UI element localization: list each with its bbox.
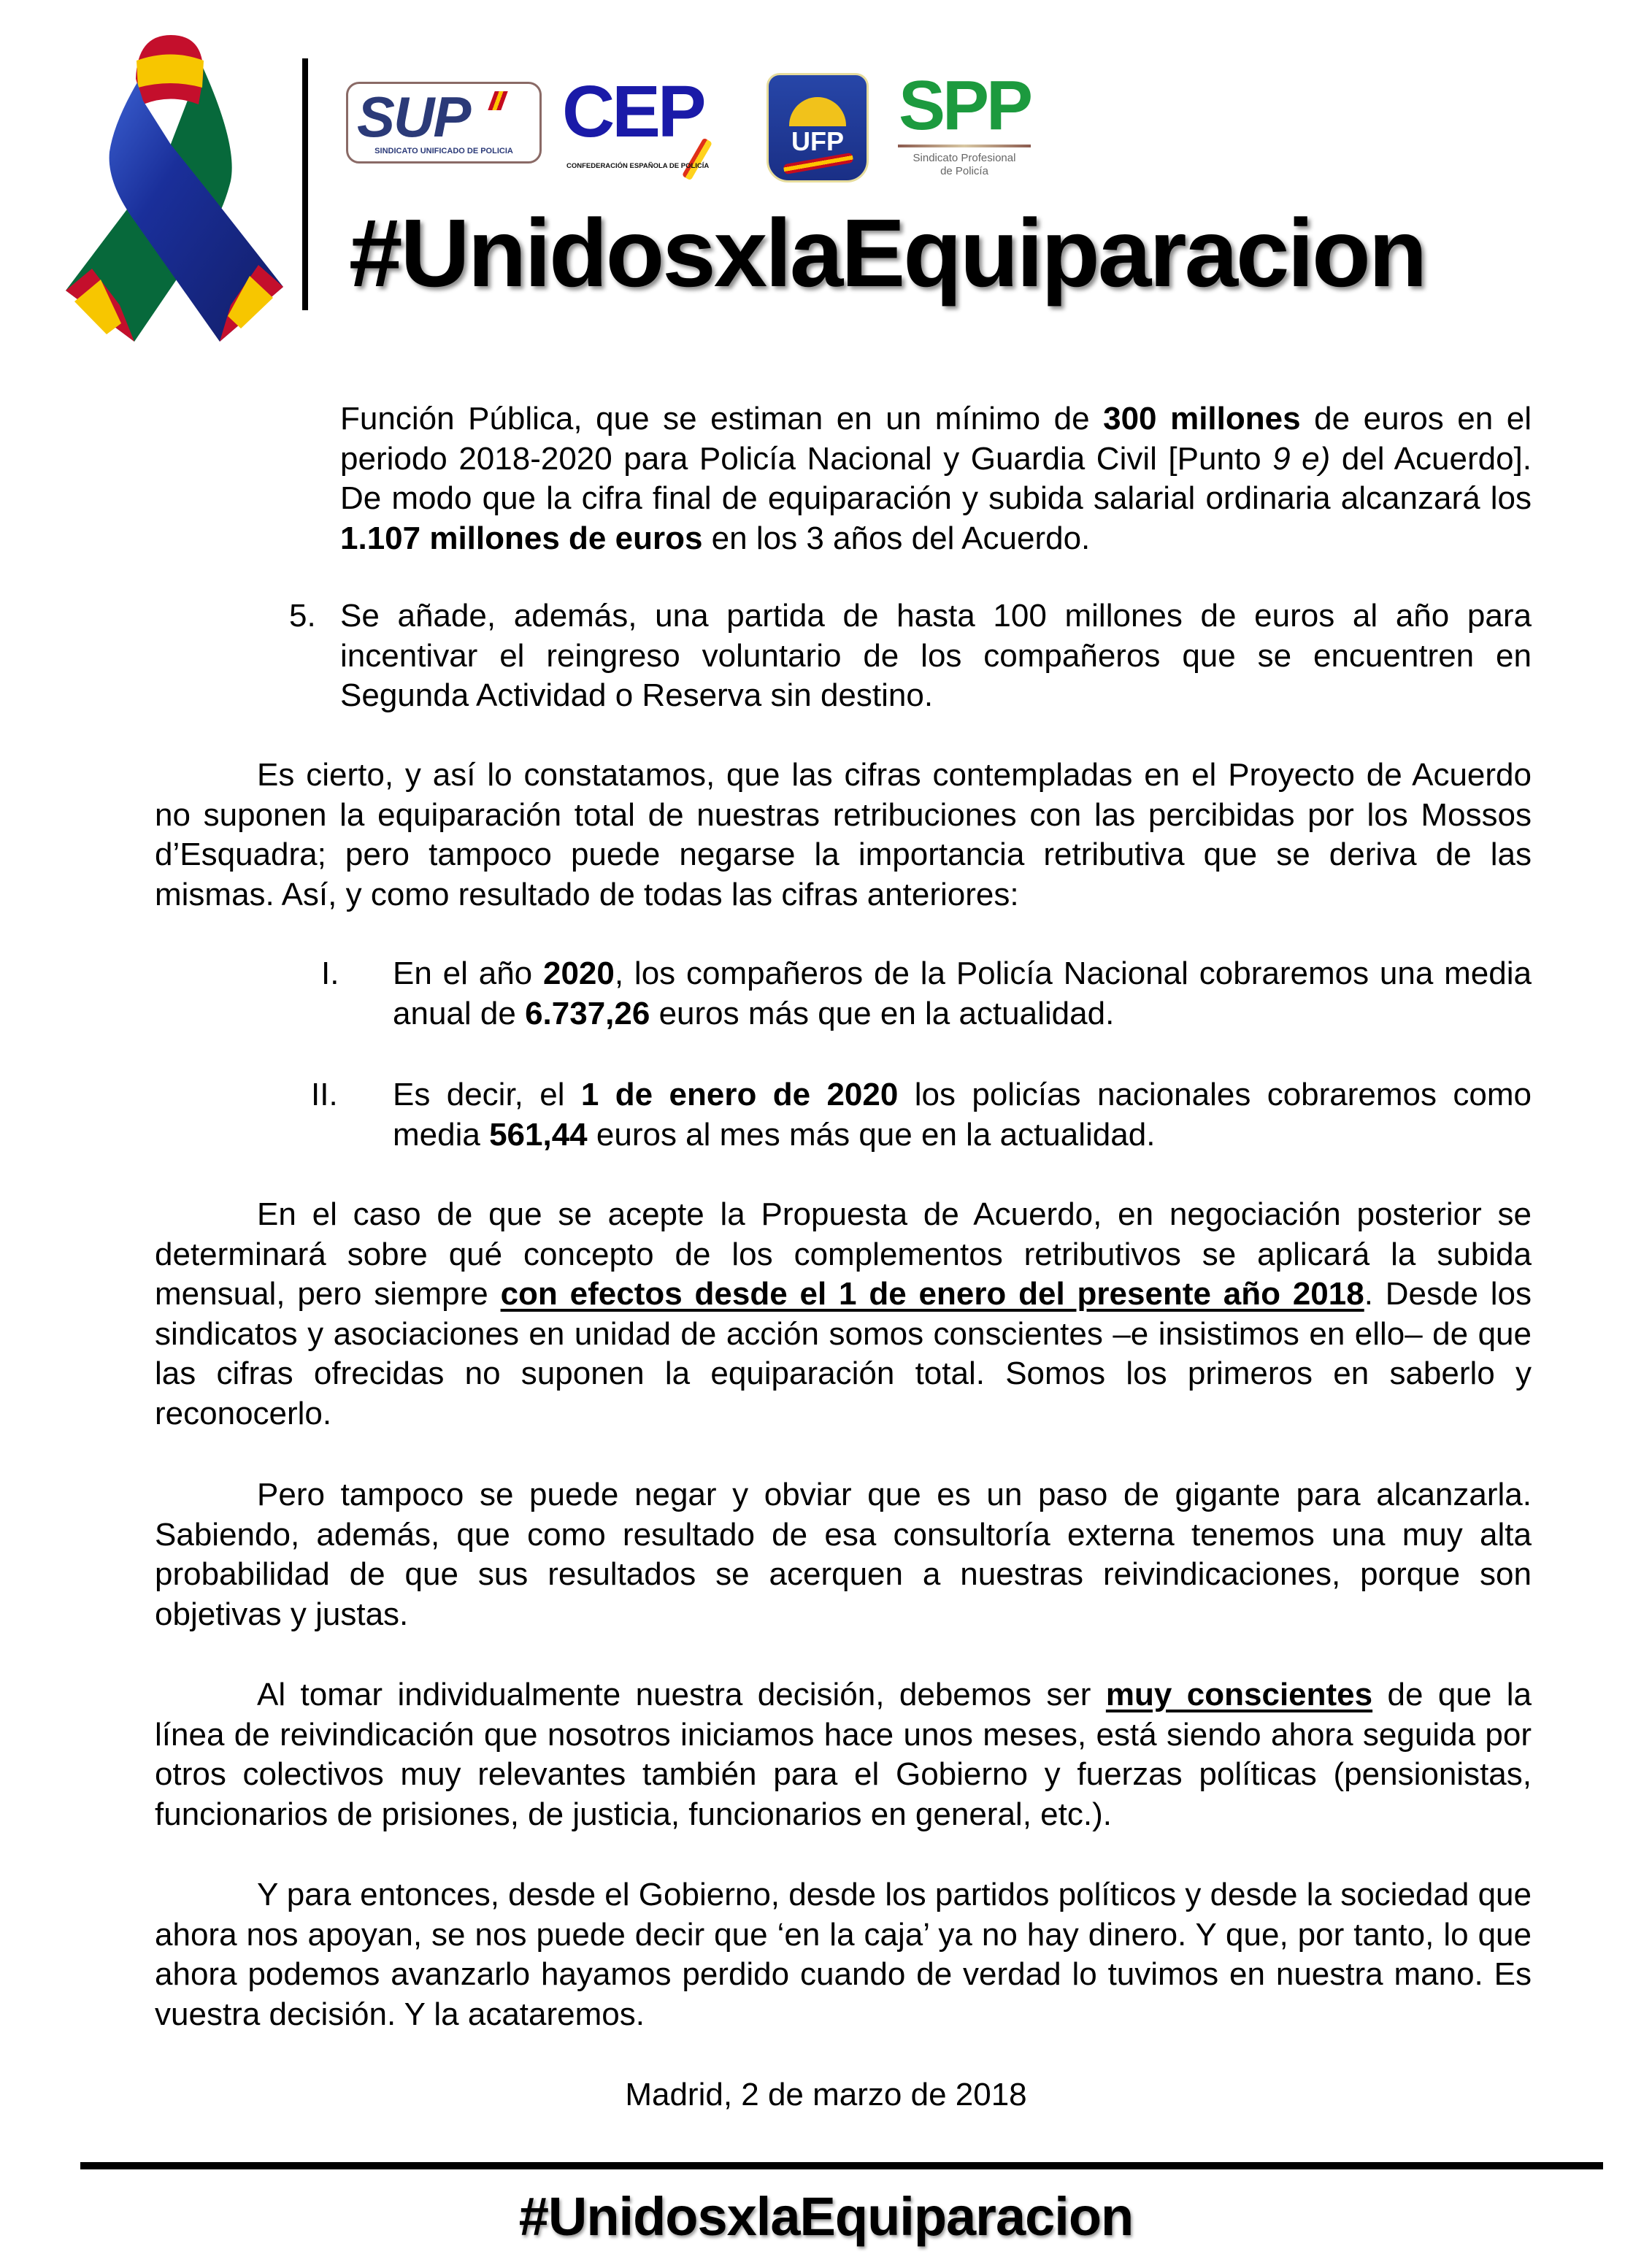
spanish-flag-icon <box>488 91 507 110</box>
item-4-continuation <box>340 399 1532 558</box>
text-run: , los compañeros de la Policía Nacional cobraremos una media anual de <box>393 956 1532 1031</box>
list-marker-roman-1: I. <box>321 956 339 991</box>
bold-figure: 1.107 millones de euros <box>340 520 703 556</box>
text-run: . Desde los sindicatos y asociaciones en unidad de acción somos conscientes –e insistimos en ello– de que las cifras ofrecidas no suponen la equiparación total. Somos los primeros en saberlo y reconocerlo. <box>155 1276 1532 1431</box>
list-marker-5: 5. <box>289 598 316 634</box>
text-run: euros al mes más que en la actualidad. <box>587 1116 1156 1153</box>
bold-underlined-text: muy conscientes <box>1105 1677 1373 1712</box>
logo-ufp-mark: UFP <box>791 126 844 156</box>
bold-figure: 561,44 <box>489 1116 588 1153</box>
text-run: los policías nacionales cobraremos como media <box>393 1077 1532 1153</box>
logo-sup-caption: SINDICATO UNIFICADO DE POLICIA <box>374 147 513 155</box>
logo-spp-caption-line1: Sindicato Profesional <box>913 152 1016 164</box>
text-run: del Acuerdo]. De modo que la cifra final de equiparación y subida salarial ordinaria alcanzará los <box>340 440 1532 516</box>
logo-ufp <box>767 73 869 182</box>
list-marker-roman-2: II. <box>311 1077 338 1112</box>
item-5: Se añade, además, una partida de hasta 100 millones de euros al año para incentivar el reingreso voluntario de los compañeros que se encuentren en Segunda Actividad o Reserva sin destino. <box>340 598 1532 713</box>
logo-cep-caption: CONFEDERACIÓN ESPAÑOLA DE POLICÍA <box>566 162 710 170</box>
text-run: en los 3 años del Acuerdo. <box>702 520 1091 556</box>
roman-item-1 <box>393 954 1532 1034</box>
logo-spp <box>888 66 1041 185</box>
logo-sup <box>346 82 542 164</box>
logo-spp-mark: SPP <box>898 66 1031 145</box>
header-divider <box>302 58 308 310</box>
awareness-ribbon-icon <box>63 35 286 342</box>
text-run: euros más que en la actualidad. <box>650 995 1115 1031</box>
paragraph-y-para: Y para entonces, desde el Gobierno, desde los partidos políticos y desde la sociedad que ahora nos apoyan, se nos puede decir que ‘en la caja’ ya no hay dinero. Y que, por tanto, lo que ahora podemos avanzarlo hayamos perdido cuando de verdad lo tuvimos en nuestra mano. Es vuestra decisión. Y la acataremos. <box>155 1877 1532 2032</box>
header-hashtag: #UnidosxlaEquiparacion <box>349 199 1426 307</box>
signature-date: Madrid, 2 de marzo de 2018 <box>625 2077 1027 2112</box>
paragraph-pero-tampoco: Pero tampoco se puede negar y obviar que es un paso de gigante para alcanzarla. Sabiendo, además, que como resultado de esa consultoría externa tenemos una muy alta probabilidad de que sus resultados se acerquen a nuestras reivindicaciones, porque son objetivas y justas. <box>155 1477 1532 1632</box>
roman-item-2 <box>393 1075 1532 1155</box>
italic-ref: 9 e) <box>1272 440 1331 477</box>
sun-emblem-icon <box>789 97 846 126</box>
text-run: En el año <box>393 956 543 991</box>
text-run: Función Pública, que se estiman en un mínimo de <box>340 401 1104 437</box>
logo-sup-mark: SUP <box>357 85 470 149</box>
paragraph-al-tomar <box>155 1675 1532 1834</box>
text-run: de euros en el periodo 2018-2020 para Policía Nacional y Guardia Civil [Punto <box>340 401 1532 477</box>
logo-spp-rule <box>898 145 1031 147</box>
bold-figure: 300 millones <box>1103 401 1301 437</box>
text-run: Es decir, el <box>393 1077 581 1112</box>
text-run: de que la línea de reivindicación que nosotros iniciamos hace unos meses, está siendo ahora seguida por otros colectivos muy relevantes también para el Gobierno y fuerzas políticas (pensionistas, funcionarios de prisiones, de justicia, funcionarios en general, etc.). <box>155 1677 1532 1832</box>
logo-cep <box>562 71 730 178</box>
bold-underlined-text: con efectos desde el 1 de enero del presente año 2018 <box>500 1276 1364 1312</box>
paragraph-es-cierto: Es cierto, y así lo constatamos, que las cifras contempladas en el Proyecto de Acuerdo no suponen la equiparación total de nuestras retribuciones con las percibidas por los Mossos d’Esquadra; pero tampoco puede negarse la importancia retributiva que se deriva de las mismas. Así, y como resultado de todas las cifras anteriores: <box>155 757 1532 912</box>
text-run: Al tomar individualmente nuestra decisión, debemos ser <box>257 1677 1106 1712</box>
logo-cep-mark: CEP <box>562 71 704 153</box>
logo-spp-caption <box>888 152 1041 178</box>
bold-figure: 6.737,26 <box>525 995 650 1031</box>
footer-hashtag: #UnidosxlaEquiparacion <box>518 2186 1134 2247</box>
bold-figure: 1 de enero de 2020 <box>580 1077 899 1112</box>
paragraph-en-el-caso <box>155 1195 1532 1434</box>
footer-rule <box>80 2162 1603 2169</box>
text-run: En el caso de que se acepte la Propuesta de Acuerdo, en negociación posterior se determinará sobre qué concepto de los complementos retributivos se aplicará la subida mensual, pero siempre <box>155 1196 1532 1312</box>
bold-figure: 2020 <box>542 956 615 991</box>
logo-spp-caption-line2: de Policía <box>940 165 988 177</box>
